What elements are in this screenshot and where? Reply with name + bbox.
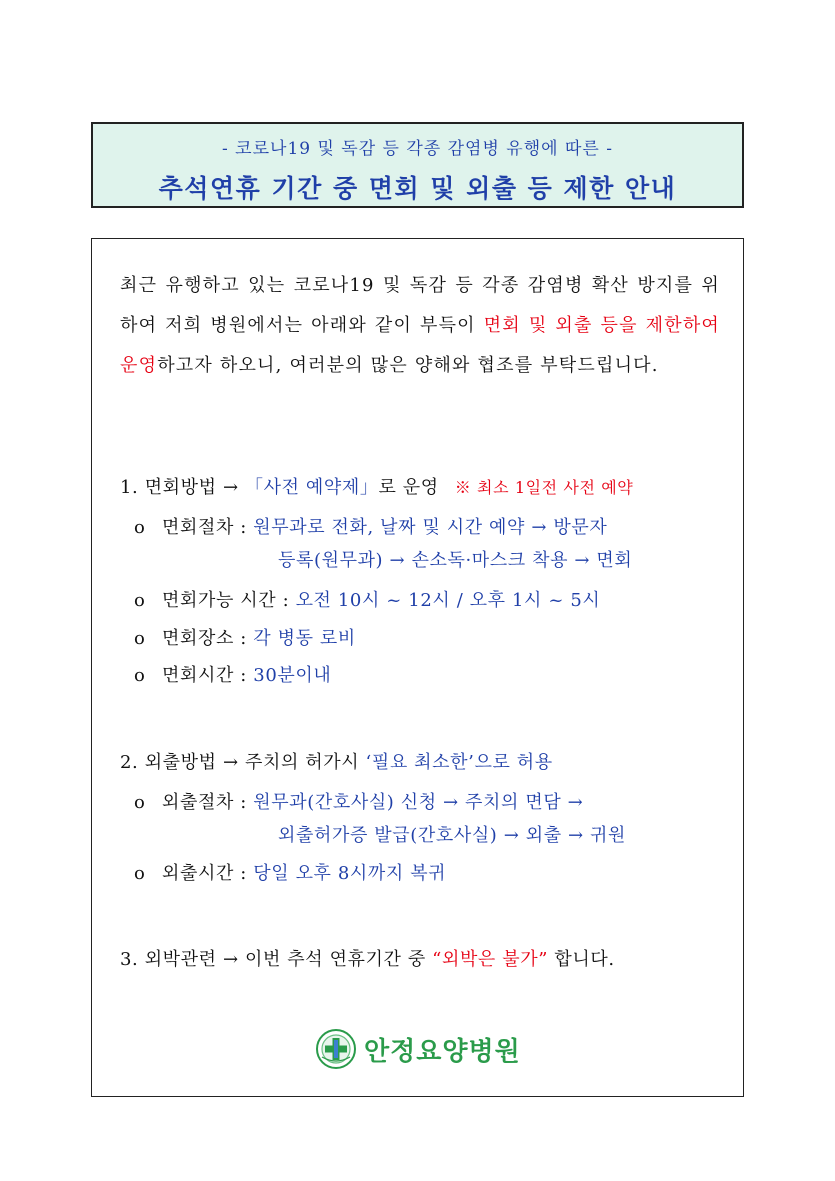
- visit-method-label: 1. 면회방법 →: [120, 477, 245, 498]
- visit-hours-row: [134, 586, 600, 612]
- row-label: 외출시간 :: [162, 863, 254, 884]
- row-label: 면회절차 :: [162, 517, 254, 538]
- intro-paragraph: [120, 266, 720, 386]
- visit-method-heading: [120, 473, 633, 499]
- title-banner: [91, 122, 744, 208]
- row-value: 오전 10시 ~ 12시 / 오후 1시 ~ 5시: [295, 590, 601, 611]
- row-value: 30분이내: [253, 665, 332, 686]
- intro-highlight: 면회 및 외출 등을 제한하여 운영: [120, 315, 720, 376]
- bullet: o: [134, 863, 146, 884]
- bullet: o: [134, 590, 146, 611]
- row-value: 원무과(간호사실) 신청 → 주치의 면담 →: [253, 792, 584, 813]
- hospital-cross-emblem-icon: [316, 1029, 356, 1069]
- visit-duration-row: [134, 661, 331, 687]
- bullet: o: [134, 792, 146, 813]
- intro-text-start: 최근 유행하고 있는 코로나19 및 독감 등 각종 감염병 확산 방지를 위하여 저희 병원에서는 아래와 같이 부득이: [120, 275, 720, 336]
- hospital-logo: [316, 1027, 521, 1071]
- outing-method-value: ‘필요 최소한’: [365, 752, 475, 773]
- reservation-note: ※ 최소 1일전 사전 예약: [454, 478, 634, 497]
- notice-body: [91, 238, 744, 1097]
- overnight-heading: [120, 945, 615, 971]
- hospital-name: 안정요양병원: [364, 1036, 521, 1067]
- banner-title: 추석연휴 기간 중 면회 및 외출 등 제한 안내: [158, 174, 677, 203]
- visit-method-suffix: 로 운영: [378, 477, 439, 498]
- bullet: o: [134, 628, 146, 649]
- row-label: 면회가능 시간 :: [162, 590, 296, 611]
- intro-text-end: 하고자 하오니, 여러분의 많은 양해와 협조를 부탁드립니다.: [157, 355, 659, 376]
- outing-method-heading: [120, 748, 553, 774]
- visit-method-value: 「사전 예약제」: [244, 477, 379, 498]
- visit-procedure-row: [134, 513, 607, 539]
- row-label: 면회장소 :: [162, 628, 254, 649]
- bullet: o: [134, 517, 146, 538]
- row-value: 원무과로 전화, 날짜 및 시간 예약 → 방문자: [253, 517, 608, 538]
- outing-method-label: 2. 외출방법 → 주치의 허가시: [120, 752, 366, 773]
- row-label: 외출절차 :: [162, 792, 254, 813]
- visit-location-row: [134, 624, 356, 650]
- outing-method-suffix: 으로 허용: [474, 752, 553, 773]
- outing-procedure-row: [134, 788, 583, 814]
- bullet: o: [134, 665, 146, 686]
- overnight-value: “외박은 불가”: [432, 949, 549, 970]
- outing-procedure-continued: 외출허가증 발급(간호사실) → 외출 → 귀원: [278, 825, 627, 846]
- row-value: 당일 오후 8시까지 복귀: [253, 863, 447, 884]
- row-label: 면회시간 :: [162, 665, 254, 686]
- outing-time-row: [134, 859, 446, 885]
- overnight-suffix: 합니다.: [548, 949, 615, 970]
- banner-subtitle: - 코로나19 및 독감 등 각종 감염병 유행에 따른 -: [222, 139, 613, 159]
- visit-procedure-continued: 등록(원무과) → 손소독·마스크 착용 → 면회: [278, 550, 633, 571]
- overnight-label: 3. 외박관련 → 이번 추석 연휴기간 중: [120, 949, 433, 970]
- row-value: 각 병동 로비: [253, 628, 356, 649]
